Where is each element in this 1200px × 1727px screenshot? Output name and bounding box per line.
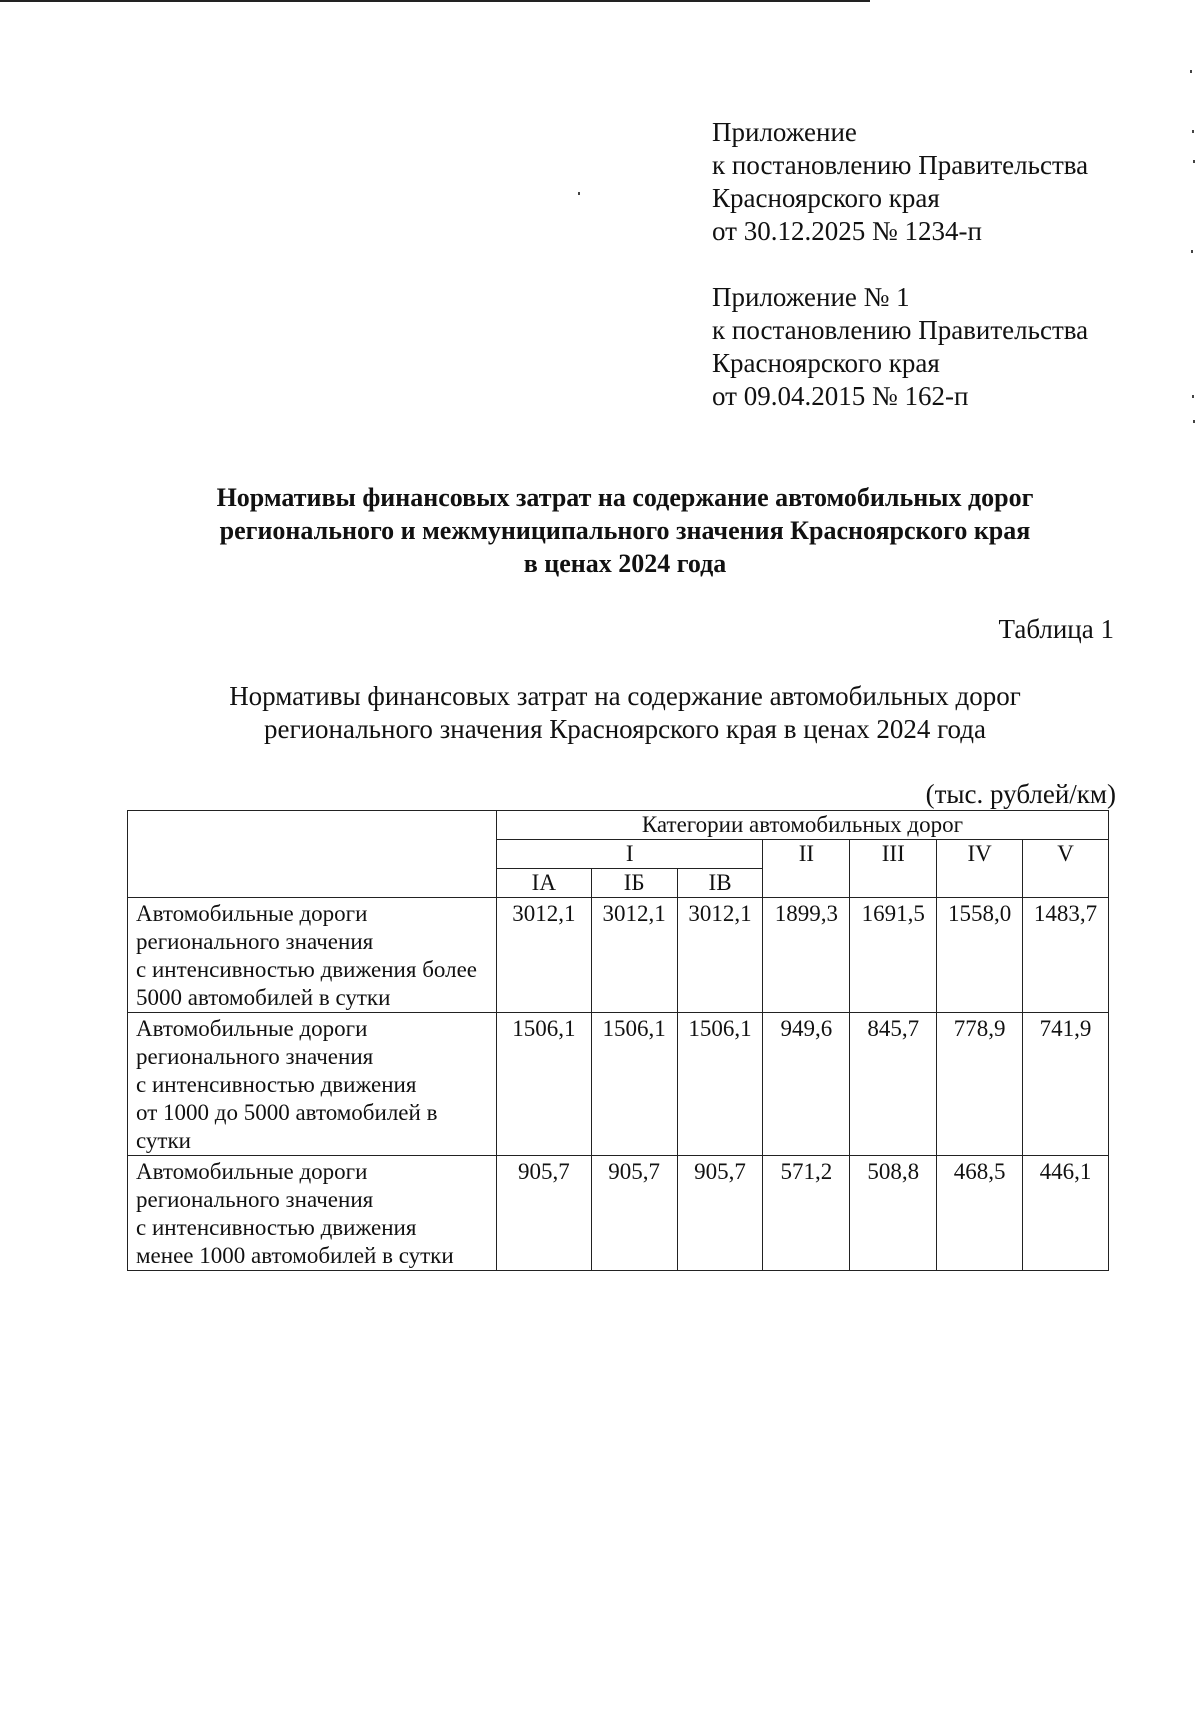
value-cell: 741,9 — [1023, 1013, 1109, 1156]
table-title-line: регионального значения Красноярского края в ценах 2024 года — [264, 714, 986, 744]
scan-speck — [1193, 420, 1195, 423]
document-title-line: в ценах 2024 года — [523, 549, 727, 578]
category-III-header: III — [850, 840, 937, 898]
row-label-line: регионального значения — [136, 929, 374, 954]
scan-speck — [578, 192, 580, 195]
value-cell: 1506,1 — [591, 1013, 677, 1156]
appendix-line: Красноярского края — [712, 348, 940, 378]
table-title — [130, 680, 1120, 746]
value-cell: 845,7 — [850, 1013, 937, 1156]
value-cell: 949,6 — [763, 1013, 850, 1156]
value-cell: 1506,1 — [496, 1013, 591, 1156]
value-cell: 468,5 — [937, 1156, 1023, 1271]
value-cell: 905,7 — [496, 1156, 591, 1271]
table-row — [128, 898, 1109, 1013]
scan-top-edge-line — [0, 0, 870, 2]
row-label-line: Автомобильные дороги — [136, 901, 368, 926]
road-categories-header: Категории автомобильных дорог — [496, 811, 1108, 840]
scan-speck — [1192, 130, 1194, 133]
table-number-label: Таблица 1 — [998, 614, 1114, 644]
row-label-line: от 1000 до 5000 автомобилей в — [136, 1100, 438, 1125]
value-cell: 1558,0 — [937, 898, 1023, 1013]
value-cell: 778,9 — [937, 1013, 1023, 1156]
row-label-line: Автомобильные дороги — [136, 1159, 368, 1184]
table-row — [128, 1156, 1109, 1271]
value-cell: 1691,5 — [850, 898, 937, 1013]
document-title — [130, 481, 1120, 580]
appendix-line: Приложение № 1 — [712, 282, 910, 312]
value-cell: 1506,1 — [677, 1013, 763, 1156]
row-label-header-cell — [128, 811, 497, 898]
value-cell: 905,7 — [591, 1156, 677, 1271]
scan-speck — [1192, 395, 1194, 398]
category-IV-header: IV — [937, 840, 1023, 898]
appendix-reference — [712, 116, 1132, 446]
value-cell: 1483,7 — [1023, 898, 1109, 1013]
table-title-line: Нормативы финансовых затрат на содержание автомобильных дорог — [229, 681, 1021, 711]
category-II-header: II — [763, 840, 850, 898]
unit-label: (тыс. рублей/км) — [925, 779, 1116, 809]
row-label-line: Автомобильные дороги — [136, 1016, 368, 1041]
appendix-block-current — [712, 116, 1132, 248]
category-V-header: V — [1023, 840, 1109, 898]
appendix-line: Красноярского края — [712, 183, 940, 213]
subcategory-IA-header: IA — [496, 869, 591, 898]
value-cell: 3012,1 — [591, 898, 677, 1013]
value-cell: 508,8 — [850, 1156, 937, 1271]
value-cell: 446,1 — [1023, 1156, 1109, 1271]
value-cell: 1899,3 — [763, 898, 850, 1013]
value-cell: 3012,1 — [496, 898, 591, 1013]
row-label-cell — [128, 898, 497, 1013]
row-label-cell — [128, 1156, 497, 1271]
appendix-line: к постановлению Правительства — [712, 315, 1089, 345]
row-label-line: с интенсивностью движения более — [136, 957, 477, 982]
subcategory-IB-header: IБ — [591, 869, 677, 898]
norms-table — [127, 810, 1109, 1271]
row-label-line: регионального значения — [136, 1044, 374, 1069]
header-row — [128, 811, 1109, 840]
category-I-header: I — [496, 840, 763, 869]
scan-speck — [1190, 70, 1192, 73]
value-cell: 3012,1 — [677, 898, 763, 1013]
value-cell: 905,7 — [677, 1156, 763, 1271]
table-row — [128, 1013, 1109, 1156]
document-title-line: регионального и межмуниципального значения Красноярского края — [219, 516, 1031, 545]
scan-speck — [1193, 160, 1195, 163]
scan-speck — [1191, 250, 1193, 253]
subcategory-IV-header: IB — [677, 869, 763, 898]
row-label-line: с интенсивностью движения — [136, 1072, 417, 1097]
document-title-line: Нормативы финансовых затрат на содержание автомобильных дорог — [216, 483, 1034, 512]
appendix-block-original — [712, 281, 1132, 413]
row-label-line: менее 1000 автомобилей в сутки — [136, 1243, 454, 1268]
row-label-cell — [128, 1013, 497, 1156]
row-label-line: 5000 автомобилей в сутки — [136, 985, 391, 1010]
appendix-line: Приложение — [712, 117, 857, 147]
appendix-line: к постановлению Правительства — [712, 150, 1089, 180]
row-label-line: с интенсивностью движения — [136, 1215, 417, 1240]
appendix-line: от 09.04.2015 № 162-п — [712, 381, 969, 411]
row-label-line: регионального значения — [136, 1187, 374, 1212]
row-label-line: сутки — [136, 1128, 191, 1153]
value-cell: 571,2 — [763, 1156, 850, 1271]
appendix-line: от 30.12.2025 № 1234-п — [712, 216, 982, 246]
